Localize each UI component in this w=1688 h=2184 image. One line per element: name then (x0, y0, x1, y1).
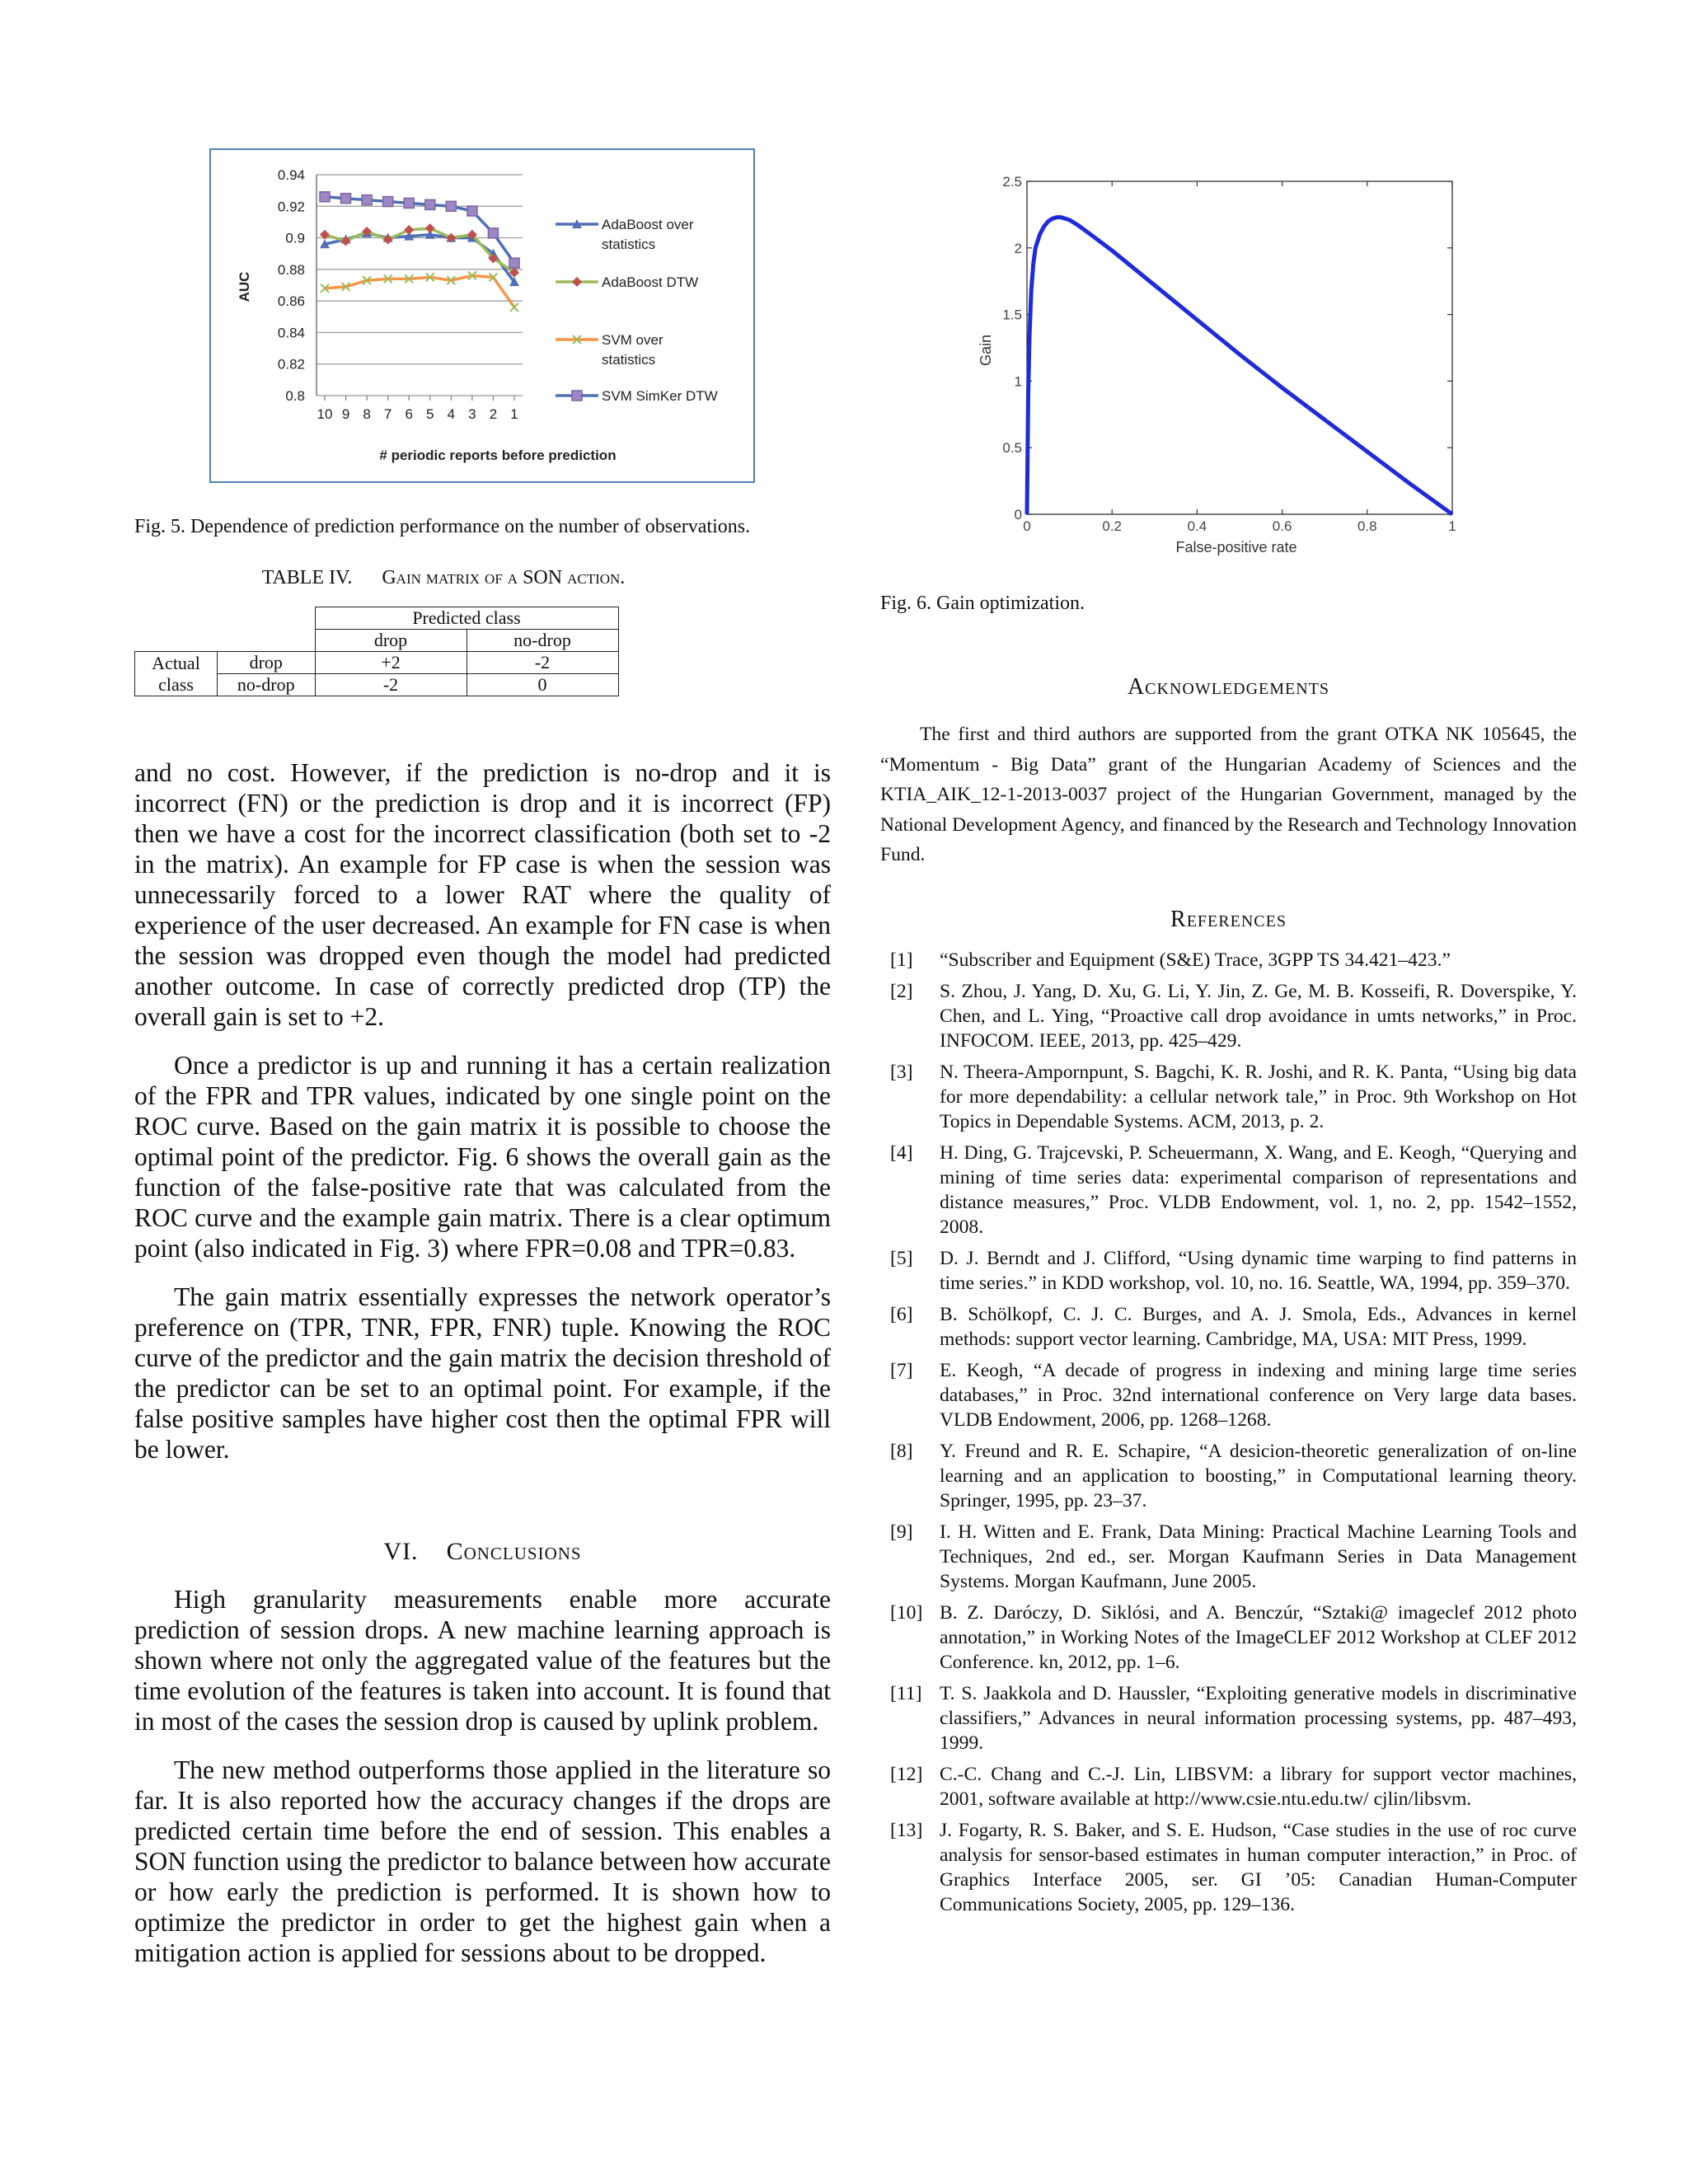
fig6-svg (973, 165, 1467, 560)
fig5-x-tick-label: 10 (316, 406, 333, 422)
fig5-x-tick-label: 5 (426, 406, 434, 422)
paragraph: Once a predictor is up and running it has a certain realization of the FPR and TPR values, indicated by one single point on the ROC curve. Based on the gain matrix it is possible to choose the optimal point of the predictor. Fig. 6 shows the overall gain as the function of the false-positive rate that was calculated from the ROC curve and the example gain matrix. There is a clear optimum point (also indicated in Fig. 3) where FPR=0.08 and TPR=0.83. (134, 1051, 831, 1263)
reference-number: [3] (890, 1062, 913, 1083)
reference-number: [13] (890, 1820, 923, 1841)
fig5-svg (209, 148, 755, 483)
reference-text: B. Schölkopf, C. J. C. Burges, and A. J. Smola, Eds., Advances in kernel methods: support vector learning. Cambridge, MA, USA: MIT Press, 1999. (940, 1304, 1577, 1350)
reference-item (890, 979, 1577, 1053)
paragraph: High granularity measurements enable more accurate prediction of session drops. A new machine learning approach is shown where not only the aggregated value of the features but the time evolution of the features is taken into account. It is found that in most of the cases the session drop is caused by uplink problem. (134, 1585, 831, 1736)
fig5-legend-label: statistics (602, 352, 656, 368)
fig5-chart (209, 148, 755, 483)
fig5-legend-label: AdaBoost over (602, 217, 694, 232)
fig6-x-tick-label: 0.6 (1272, 518, 1292, 534)
reference-item (890, 1520, 1577, 1594)
acknowledgements-heading: Acknowledgements (1127, 674, 1330, 700)
fig5-y-tick-label: 0.8 (285, 388, 305, 404)
reference-text: Y. Freund and R. E. Schapire, “A desicion-theoretic generalization of on-line learning and an application to boosting,” in Computational learning theory. Springer, 1995, pp. 23–37. (940, 1441, 1577, 1511)
section-heading-conclusions (134, 1538, 831, 1566)
fig5-data-point (446, 201, 456, 211)
reference-text: S. Zhou, J. Yang, D. Xu, G. Li, Y. Jin, Z. Ge, M. B. Kosseifi, R. Doverspike, Y. Chen, and L. Ying, “Proactive call drop avoidance in umts networks,” in Proc. INFOCOM. IEEE, 2013, pp. 425–429. (940, 981, 1577, 1052)
fig6-y-axis-label: Gain (978, 334, 994, 367)
predicted-class-header: Predicted class (315, 607, 618, 630)
reference-number: [1] (890, 949, 913, 971)
fig5-x-tick-label: 3 (468, 406, 476, 422)
actual-class-line-2: class (158, 673, 194, 695)
section-title: Conclusions (446, 1538, 582, 1565)
reference-item (890, 1246, 1577, 1296)
fig5-legend-label: AdaBoost DTW (602, 274, 699, 290)
section-number: VI. (383, 1538, 419, 1565)
fig6-caption: Fig. 6. Gain optimization. (880, 593, 1085, 614)
fig6-y-tick-label: 0 (1014, 507, 1022, 523)
fig5-x-tick-label: 7 (383, 406, 392, 422)
fig5-data-point (572, 391, 582, 401)
fig5-caption: Fig. 5. Dependence of prediction performance on the number of observations. (134, 516, 751, 537)
reference-number: [7] (890, 1360, 913, 1381)
fig5-legend-label: statistics (602, 237, 656, 252)
fig5-x-axis-label: # periodic reports before prediction (379, 448, 617, 463)
references-heading: References (1170, 907, 1287, 932)
reference-text: C.-C. Chang and C.-J. Lin, LIBSVM: a library for support vector machines, 2001, software available at http://www.csie.ntu.edu.tw/ cjlin/libsvm. (940, 1764, 1577, 1810)
actual-class-label (135, 652, 218, 696)
reference-item (890, 948, 1577, 972)
reference-text: J. Fogarty, R. S. Baker, and S. E. Hudson, “Case studies in the use of roc curve analysis for sensor-based estimates in human computer interaction,” in Proc. of Graphics Interface 2005, ser. GI ’05: Canadian Human-Computer Communications Society, 2005, pp. 129–136. (940, 1820, 1577, 1915)
reference-item (890, 1439, 1577, 1513)
reference-list (890, 948, 1577, 1924)
reference-number: [4] (890, 1142, 913, 1164)
fig5-data-point (488, 228, 498, 238)
fig6-x-tick-label: 0.2 (1102, 518, 1123, 534)
fig6-y-tick-label: 1 (1014, 373, 1022, 390)
cell-drop-drop: +2 (315, 652, 467, 674)
fig5-y-tick-label: 0.86 (277, 293, 305, 310)
reference-item (890, 1818, 1577, 1917)
gain-matrix-table (134, 607, 619, 696)
fig6-y-tick-label: 0.5 (1002, 440, 1022, 457)
reference-text: N. Theera-Ampornpunt, S. Bagchi, K. R. Joshi, and R. K. Panta, “Using big data for more dependability: a cellular network tale,” in Proc. 9th Workshop on Hot Topics in Dependable Systems. ACM, 2013, p. 2. (940, 1062, 1577, 1132)
fig6-x-tick-label: 0.4 (1187, 518, 1207, 534)
reference-number: [12] (890, 1764, 923, 1785)
row-label-drop: drop (218, 652, 316, 674)
fig5-x-tick-label: 1 (510, 406, 518, 422)
fig5-y-tick-label: 0.92 (277, 199, 305, 215)
reference-text: H. Ding, G. Trajcevski, P. Scheuermann, X. Wang, and E. Keogh, “Querying and mining of time series data: experimental comparison of representations and distance measures,” Proc. VLDB Endowment, vol. 1, no. 2, pp. 1542–1552, 2008. (940, 1142, 1577, 1238)
fig5-data-point (509, 258, 519, 268)
fig5-data-point (320, 192, 330, 202)
fig5-y-tick-label: 0.84 (277, 325, 305, 341)
reference-item (890, 1681, 1577, 1755)
table4-title (134, 565, 753, 590)
left-body-text (134, 757, 831, 1483)
reference-text: I. H. Witten and E. Frank, Data Mining: Practical Machine Learning Tools and Techniques, 2nd ed., ser. Morgan Kaufmann Series in Data Management Systems. Morgan Kaufmann, June 2005. (940, 1521, 1577, 1592)
reference-number: [8] (890, 1441, 913, 1462)
fig6-gain-curve (1027, 218, 1452, 514)
table4-title-text: Gain matrix of a SON action. (382, 567, 626, 588)
fig5-y-tick-label: 0.88 (277, 261, 305, 278)
fig6-y-tick-label: 2.5 (1002, 174, 1022, 190)
fig6-x-tick-label: 0 (1023, 518, 1031, 534)
fig5-y-axis-label: AUC (237, 271, 252, 302)
fig5-data-point (425, 199, 435, 209)
reference-number: [11] (890, 1683, 922, 1704)
reference-item (890, 1601, 1577, 1675)
fig5-y-tick-label: 0.9 (285, 230, 305, 246)
paragraph: The new method outperforms those applied in the literature so far. It is also reported how the accuracy changes if the drops are predicted certain time before the end of session. This enables a SON function using the predictor to balance between how accurate or how early the prediction is performed. It is shown how to optimize the predictor in order to get the highest gain when a mitigation action is applied for sessions about to be dropped. (134, 1755, 831, 1967)
reference-text: T. S. Jaakkola and D. Haussler, “Exploiting generative models in discriminative classifiers,” Advances in neural information processing systems, pp. 487–493, 1999. (940, 1683, 1577, 1754)
fig5-y-tick-label: 0.82 (277, 356, 305, 373)
fig6-y-tick-label: 1.5 (1002, 307, 1022, 323)
fig6-y-tick-label: 2 (1014, 240, 1022, 256)
fig5-data-point (383, 197, 393, 207)
reference-number: [10] (890, 1602, 923, 1624)
table4-title-prefix: TABLE IV. (261, 567, 353, 588)
fig6-x-tick-label: 1 (1448, 518, 1456, 534)
col-header-drop: drop (315, 630, 467, 652)
col-header-no-drop: no-drop (467, 630, 618, 652)
fig6-plot-frame (1027, 181, 1452, 514)
fig5-data-point (341, 194, 351, 204)
reference-item (890, 1762, 1577, 1811)
row-label-no-drop: no-drop (218, 674, 316, 696)
reference-number: [6] (890, 1304, 913, 1325)
fig5-data-point (467, 206, 477, 216)
paragraph: and no cost. However, if the prediction is no-drop and it is incorrect (FN) or the prediction is drop and it is incorrect (FP) then we have a cost for the incorrect classification (both set to -2 in the matrix). An example for FP case is when the session was unnecessarily forced to a lower RAT where the quality of experience of the user decreased. An example for FN case is when the session was dropped even though the model had predicted another outcome. In case of correctly predicted drop (TP) the overall gain is set to +2. (134, 758, 831, 1031)
fig5-x-tick-label: 6 (405, 406, 413, 422)
cell-no-drop-no-drop: 0 (467, 674, 618, 696)
reference-number: [5] (890, 1248, 913, 1269)
reference-item (890, 1302, 1577, 1352)
fig6-chart (973, 165, 1467, 560)
reference-number: [2] (890, 981, 913, 1002)
reference-item (890, 1141, 1577, 1240)
reference-text: D. J. Berndt and J. Clifford, “Using dynamic time warping to find patterns in time series.” in KDD workshop, vol. 10, no. 16. Seattle, WA, 1994, pp. 359–370. (940, 1248, 1577, 1294)
reference-text: E. Keogh, “A decade of progress in indexing and mining large time series databases,” in Proc. 32nd international conference on Very large data bases. VLDB Endowment, 2006, pp. 1268–1268. (940, 1360, 1577, 1431)
fig5-data-point (404, 198, 414, 208)
reference-text: B. Z. Daróczy, D. Siklósi, and A. Benczúr, “Sztaki@ imageclef 2012 photo annotation,” in Working Notes of the ImageCLEF 2012 Workshop at CLEF 2012 Conference. kn, 2012, pp. 1–6. (940, 1602, 1577, 1673)
reference-text: “Subscriber and Equipment (S&E) Trace, 3GPP TS 34.421–423.” (940, 949, 1451, 971)
fig6-x-axis-label: False-positive rate (1175, 539, 1297, 555)
cell-no-drop-drop: -2 (315, 674, 467, 696)
fig5-x-tick-label: 9 (341, 406, 350, 422)
paragraph: The gain matrix essentially expresses the network operator’s preference on (TPR, TNR, FPR, FNR) tuple. Knowing the ROC curve of the predictor and the gain matrix the decision threshold of the predictor can be set to an optimal point. For example, if the false positive samples have higher cost then the optimal FPR will be lower. (134, 1282, 831, 1464)
cell-drop-no-drop: -2 (467, 652, 618, 674)
reference-number: [9] (890, 1521, 913, 1543)
fig5-legend-label: SVM over (602, 332, 663, 348)
fig5-x-tick-label: 2 (489, 406, 498, 422)
acknowledgements-text: The first and third authors are supported from the grant OTKA NK 105645, the “Momentum - Big Data” grant of the Hungarian Academy of Sciences and the KTIA_AIK_12-1-2013-0037 project of the Hungarian Government, managed by the National Development Agency, and financed by the Research and Technology Innovation Fund. (880, 724, 1577, 865)
fig5-x-tick-label: 4 (447, 406, 456, 422)
conclusions-text (134, 1584, 831, 1986)
reference-item (890, 1358, 1577, 1432)
reference-item (890, 1060, 1577, 1134)
fig5-legend-label: SVM SimKer DTW (602, 388, 718, 404)
actual-class-line-1: Actual (152, 652, 200, 673)
fig6-x-tick-label: 0.8 (1357, 518, 1377, 534)
fig5-x-tick-label: 8 (363, 406, 371, 422)
fig5-data-point (362, 195, 372, 205)
fig5-y-tick-label: 0.94 (277, 167, 305, 183)
